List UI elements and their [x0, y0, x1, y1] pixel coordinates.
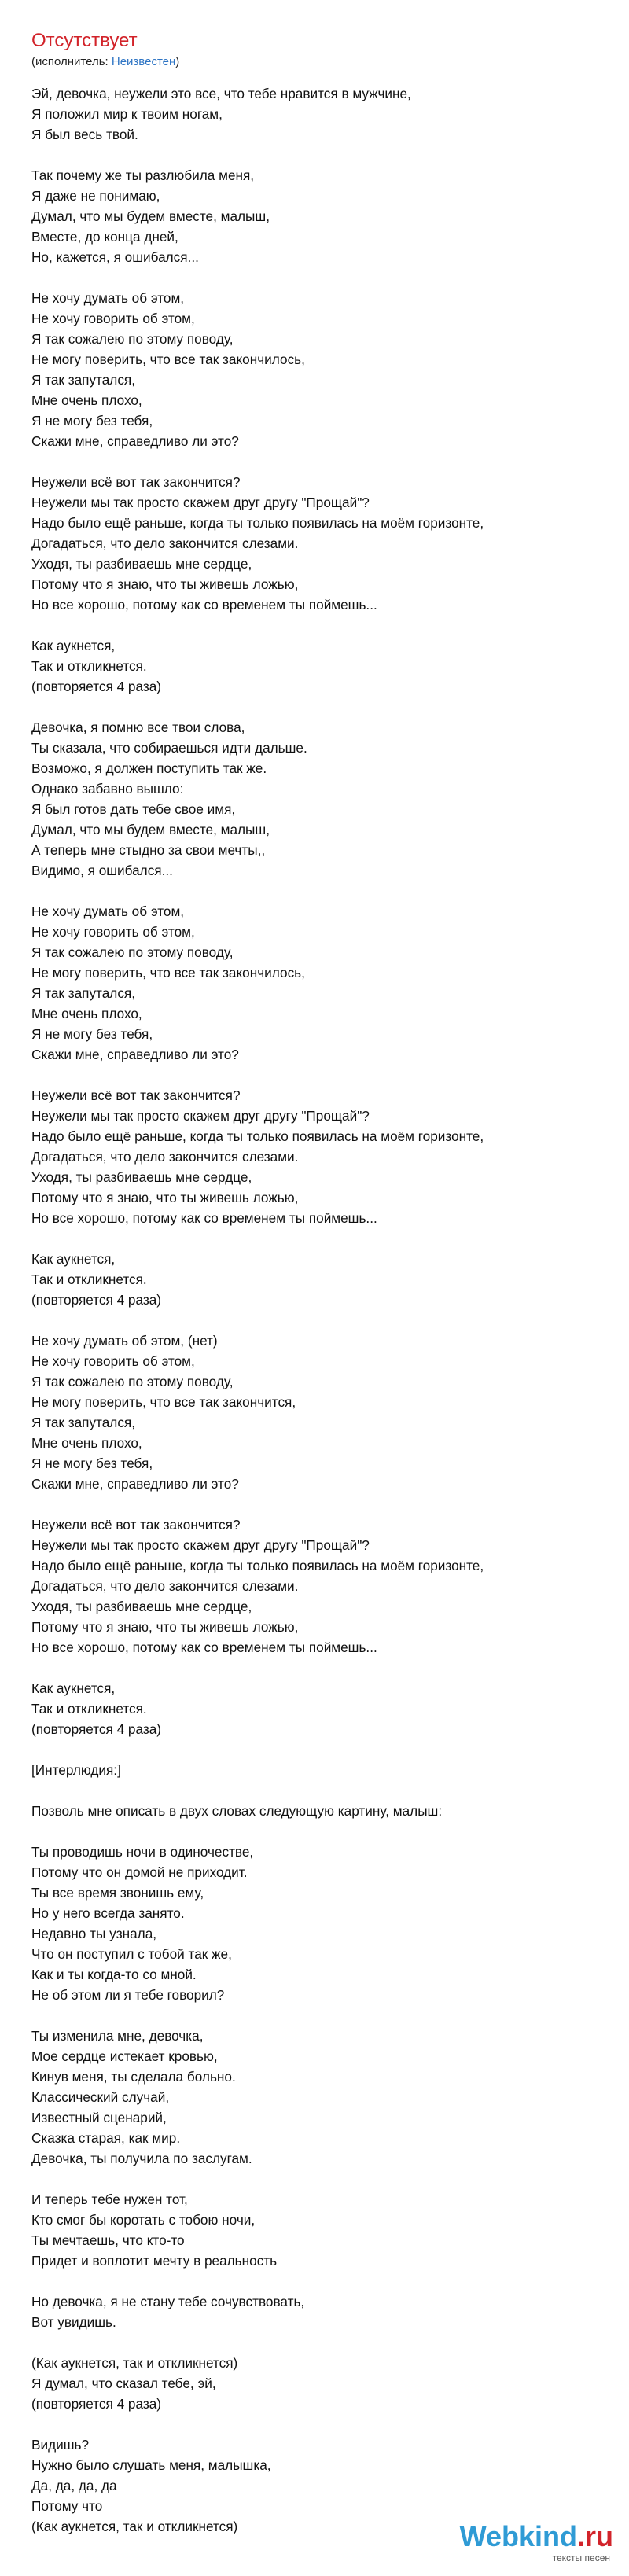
lyrics-line: Потому что я знаю, что ты живешь ложью, [31, 576, 299, 592]
lyrics-stanza [31, 1330, 613, 1494]
site-logo[interactable] [428, 2521, 613, 2567]
lyrics-line: Надо было ещё раньше, когда ты только появилась на моём горизонте, [31, 1128, 484, 1144]
lyrics-line: Но у него всегда занято. [31, 1905, 185, 1921]
lyrics-stanza [31, 2189, 613, 2271]
lyrics-line: Так и откликнется. [31, 1701, 147, 1717]
lyrics-line: (повторяется 4 раза) [31, 1721, 162, 1737]
lyrics-line: Но все хорошо, потому как со временем ты поймешь... [31, 1639, 377, 1655]
lyrics-line: Догадаться, что дело закончится слезами. [31, 1149, 299, 1165]
lyrics-line: Не хочу думать об этом, [31, 903, 185, 919]
lyrics-line: (Как аукнется, так и откликнется) [31, 2519, 238, 2534]
lyrics-line: Недавно ты узнала, [31, 1926, 157, 1941]
lyrics-line: Но девочка, я не стану тебе сочувствовать, [31, 2294, 305, 2309]
lyrics-line: Уходя, ты разбиваешь мне сердце, [31, 1599, 252, 1614]
lyrics-line: Видимо, я ошибался... [31, 863, 173, 878]
lyrics-line: А теперь мне стыдно за свои мечты,, [31, 842, 266, 858]
lyrics-line: Уходя, ты разбиваешь мне сердце, [31, 556, 252, 572]
lyrics-line: (повторяется 4 раза) [31, 2396, 162, 2412]
lyrics-line: Думал, что мы будем вместе, малыш, [31, 208, 270, 224]
lyrics-line: Скажи мне, справедливо ли это? [31, 1047, 239, 1062]
lyrics-stanza [31, 2291, 613, 2332]
credit-suffix: ) [175, 55, 180, 68]
lyrics-line: Но, кажется, я ошибался... [31, 249, 199, 265]
song-title: Отсутствует [31, 30, 138, 51]
lyrics-line: Ты мечтаешь, что кто-то [31, 2232, 185, 2248]
lyrics-line: Мне очень плохо, [31, 1435, 142, 1451]
lyrics-line: Я был весь твой. [31, 127, 138, 142]
lyrics-stanza [31, 901, 613, 1065]
lyrics-line: Позволь мне описать в двух словах следующую картину, малыш: [31, 1803, 443, 1819]
lyrics-line: (Как аукнется, так и откликнется) [31, 2355, 238, 2371]
lyrics-line: Я так сожалею по этому поводу, [31, 944, 234, 960]
lyrics-line: Как и ты когда-то со мной. [31, 1967, 197, 1982]
lyrics-line: Как аукнется, [31, 1680, 116, 1696]
lyrics-stanza [31, 165, 613, 267]
lyrics-line: Неужели всё вот так закончится? [31, 1087, 241, 1103]
lyrics-line: Я так сожалею по этому поводу, [31, 331, 234, 347]
lyrics-line: Потому что я знаю, что ты живешь ложью, [31, 1190, 299, 1205]
lyrics-line: Известный сценарий, [31, 2110, 167, 2125]
logo-wordmark [460, 2521, 613, 2552]
lyrics-stanza [31, 635, 613, 697]
lyrics-line: Не хочу говорить об этом, [31, 1353, 195, 1369]
lyrics-line: Ты проводишь ночи в одиночестве, [31, 1844, 254, 1860]
lyrics-line: Надо было ещё раньше, когда ты только появилась на моём горизонте, [31, 515, 484, 531]
lyrics-line: Неужели мы так просто скажем друг другу "Прощай"? [31, 1537, 370, 1553]
lyrics-line: (повторяется 4 раза) [31, 679, 162, 694]
lyrics-line: Однако забавно вышло: [31, 781, 184, 797]
lyrics-line: Я так запутался, [31, 372, 136, 388]
lyrics-line: Но все хорошо, потому как со временем ты поймешь... [31, 597, 377, 613]
lyrics-line: Видишь? [31, 2437, 89, 2453]
artist-credit [31, 55, 179, 69]
lyrics-line: Скажи мне, справедливо ли это? [31, 433, 239, 449]
lyrics-line: Я не могу без тебя, [31, 1455, 153, 1471]
lyrics-line: Неужели всё вот так закончится? [31, 474, 241, 490]
lyrics-line: Вот увидишь. [31, 2314, 116, 2330]
lyrics-line: Ты все время звонишь ему, [31, 1885, 204, 1901]
lyrics-line: (повторяется 4 раза) [31, 1292, 162, 1308]
lyrics-line: Я так запутался, [31, 1415, 136, 1430]
lyrics-line: Девочка, я помню все твои слова, [31, 719, 245, 735]
lyrics-line: Потому что [31, 2498, 103, 2514]
lyrics-line: Но все хорошо, потому как со временем ты поймешь... [31, 1210, 377, 1226]
lyrics-line: Я не могу без тебя, [31, 1026, 153, 1042]
lyrics-line: Нужно было слушать меня, малышка, [31, 2457, 271, 2473]
lyrics-body [31, 83, 613, 2557]
lyrics-line: Я был готов дать тебе свое имя, [31, 801, 236, 817]
lyrics-line: Кинув меня, ты сделала больно. [31, 2069, 236, 2085]
lyrics-stanza [31, 2026, 613, 2169]
lyrics-line: Потому что я знаю, что ты живешь ложью, [31, 1619, 299, 1635]
lyrics-line: Не могу поверить, что все так закончится, [31, 1394, 296, 1410]
logo-brand: Webkind [459, 2520, 577, 2552]
lyrics-line: Не хочу думать об этом, (нет) [31, 1333, 218, 1349]
lyrics-line: Неужели всё вот так закончится? [31, 1517, 241, 1533]
lyrics-line: Не могу поверить, что все так закончилось, [31, 351, 305, 367]
lyrics-line: Девочка, ты получила по заслугам. [31, 2151, 252, 2166]
lyrics-line: Вместе, до конца дней, [31, 229, 178, 245]
lyrics-line: Классический случай, [31, 2089, 170, 2105]
lyrics-line: Неужели мы так просто скажем друг другу "Прощай"? [31, 1108, 370, 1124]
lyrics-stanza [31, 288, 613, 451]
lyrics-line: Надо было ещё раньше, когда ты только появилась на моём горизонте, [31, 1558, 484, 1573]
lyrics-line: Возможо, я должен поступить так же. [31, 760, 267, 776]
lyrics-line: Как аукнется, [31, 1251, 116, 1267]
lyrics-stanza [31, 1249, 613, 1310]
lyrics-line: Что он поступил с тобой так же, [31, 1946, 232, 1962]
lyrics-stanza [31, 1678, 613, 1739]
lyrics-line: Я положил мир к твоим ногам, [31, 106, 223, 122]
lyrics-line: Мне очень плохо, [31, 1006, 142, 1021]
lyrics-line: Мне очень плохо, [31, 392, 142, 408]
lyrics-line: Не об этом ли я тебе говорил? [31, 1987, 225, 2003]
logo-tagline: тексты песен [552, 2552, 610, 2563]
lyrics-line: Не хочу говорить об этом, [31, 311, 195, 326]
lyrics-line: Ты изменила мне, девочка, [31, 2028, 204, 2044]
page-header [31, 30, 179, 69]
lyrics-line: Не хочу говорить об этом, [31, 924, 195, 940]
lyrics-stanza [31, 1801, 613, 1821]
lyrics-stanza [31, 1842, 613, 2005]
lyrics-line: Я думал, что сказал тебе, эй, [31, 2375, 216, 2391]
lyrics-line: Сказка старая, как мир. [31, 2130, 181, 2146]
lyrics-line: Думал, что мы будем вместе, малыш, [31, 822, 270, 837]
lyrics-line: Я даже не понимаю, [31, 188, 160, 204]
lyrics-line: Эй, девочка, неужели это все, что тебе нравится в мужчине, [31, 86, 411, 101]
lyrics-line: Так и откликнется. [31, 658, 147, 674]
lyrics-stanza [31, 717, 613, 881]
logo-tld: .ru [576, 2520, 613, 2552]
lyrics-line: Неужели мы так просто скажем друг другу "Прощай"? [31, 495, 370, 510]
lyrics-line: Так почему же ты разлюбила меня, [31, 167, 255, 183]
lyrics-line: Не хочу думать об этом, [31, 290, 185, 306]
lyrics-line: Как аукнется, [31, 638, 116, 653]
lyrics-line: Не могу поверить, что все так закончилось, [31, 965, 305, 981]
lyrics-line: Догадаться, что дело закончится слезами. [31, 535, 299, 551]
lyrics-stanza [31, 472, 613, 615]
lyrics-line: И теперь тебе нужен тот, [31, 2191, 188, 2207]
lyrics-line: Да, да, да, да [31, 2478, 117, 2493]
lyrics-line: Я не могу без тебя, [31, 413, 153, 429]
lyrics-line: Я так сожалею по этому поводу, [31, 1374, 234, 1389]
lyrics-line: Уходя, ты разбиваешь мне сердце, [31, 1169, 252, 1185]
credit-prefix: (исполнитель: [31, 55, 112, 68]
lyrics-line: Ты сказала, что собираешься идти дальше. [31, 740, 307, 756]
lyrics-line: Я так запутался, [31, 985, 136, 1001]
lyrics-stanza [31, 1085, 613, 1228]
lyrics-line: [Интерлюдия:] [31, 1762, 121, 1778]
artist-link[interactable]: Неизвестен [111, 55, 176, 68]
lyrics-line: Придет и воплотит мечту в реальность [31, 2253, 278, 2269]
lyrics-line: Кто смог бы коротать с тобою ночи, [31, 2212, 256, 2228]
lyrics-line: Догадаться, что дело закончится слезами. [31, 1578, 299, 1594]
lyrics-line: Так и откликнется. [31, 1271, 147, 1287]
lyrics-stanza [31, 83, 613, 145]
lyrics-stanza [31, 2353, 613, 2414]
lyrics-stanza [31, 1514, 613, 1658]
lyrics-line: Мое сердце истекает кровью, [31, 2048, 218, 2064]
lyrics-stanza [31, 1760, 613, 1780]
lyrics-line: Скажи мне, справедливо ли это? [31, 1476, 239, 1492]
lyrics-line: Потому что он домой не приходит. [31, 1864, 248, 1880]
